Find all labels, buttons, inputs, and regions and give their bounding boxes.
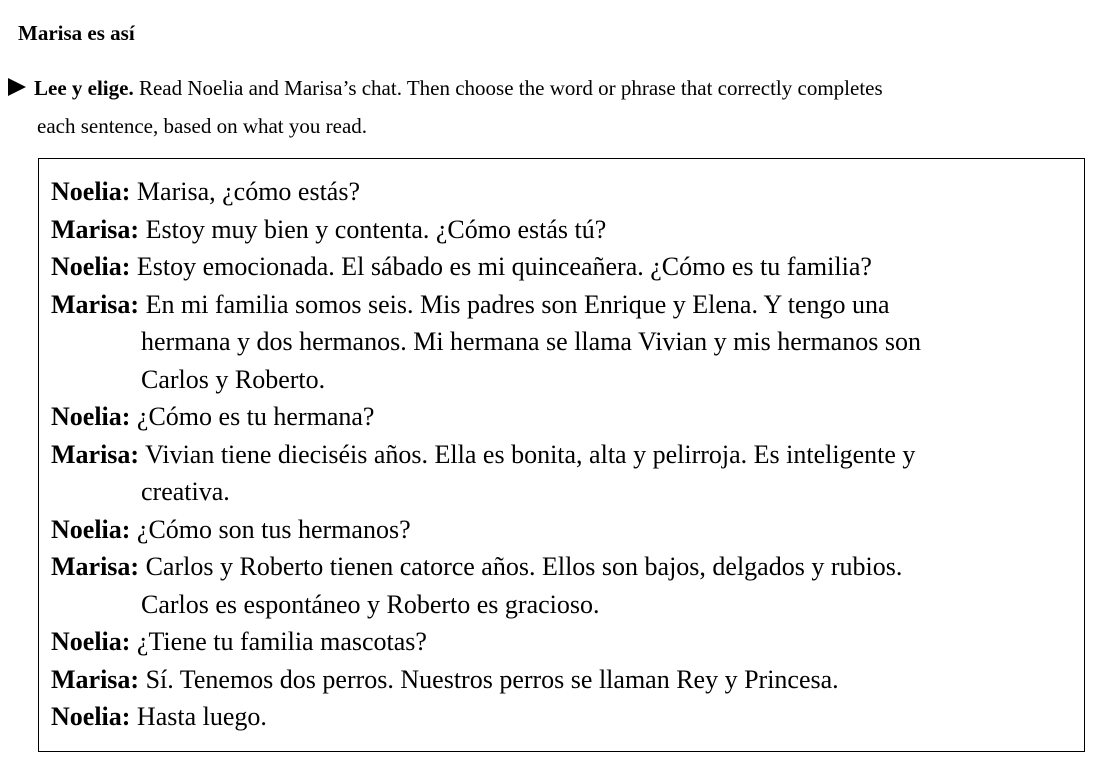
- chat-line: [51, 286, 1076, 324]
- chat-speaker: Marisa:: [51, 552, 140, 581]
- chat-text: Estoy muy bien y contenta. ¿Cómo estás tú?: [139, 214, 607, 244]
- chat-line: [51, 323, 1076, 361]
- chat-text: ¿Cómo son tus hermanos?: [130, 514, 411, 544]
- chat-text: En mi familia somos seis. Mis padres son Enrique y Elena. Y tengo una: [139, 289, 890, 319]
- chat-line: [51, 211, 1076, 249]
- chat-line: [51, 361, 1076, 399]
- chat-line: [51, 548, 1076, 586]
- chat-text: Hasta luego.: [130, 702, 267, 731]
- instructions-text: Read Noelia and Marisa’s chat. Then choose the word or phrase that correctly completes: [133, 76, 883, 100]
- chat-speaker: Marisa:: [51, 214, 140, 244]
- chat-speaker: Noelia:: [51, 702, 131, 731]
- chat-transcript: [51, 173, 1076, 736]
- chat-speaker: Marisa:: [51, 664, 140, 694]
- chat-speaker: Noelia:: [51, 177, 131, 206]
- chat-box: [38, 158, 1085, 752]
- chat-text: Carlos es espontáneo y Roberto es gracioso.: [141, 589, 600, 619]
- chat-text: hermana y dos hermanos. Mi hermana se llama Vivian y mis hermanos son: [141, 327, 921, 356]
- chat-text: Estoy emocionada. El sábado es mi quinceañera. ¿Cómo es tu familia?: [130, 252, 872, 281]
- instructions-label: Lee y elige.: [34, 76, 134, 100]
- instructions-line-1: [6, 69, 1076, 107]
- chat-text: ¿Tiene tu familia mascotas?: [130, 627, 427, 656]
- page-title: Marisa es así: [18, 21, 135, 45]
- chat-line: [51, 661, 1076, 699]
- chat-text: creativa.: [141, 477, 230, 506]
- chat-line: [51, 698, 1076, 736]
- chat-line: [51, 248, 1076, 286]
- chat-line: [51, 623, 1076, 661]
- chat-text: Carlos y Roberto tienen catorce años. Ellos son bajos, delgados y rubios.: [139, 552, 903, 581]
- chat-line: [51, 473, 1076, 511]
- chat-line: [51, 586, 1076, 624]
- chat-text: Sí. Tenemos dos perros. Nuestros perros se llaman Rey y Princesa.: [139, 664, 839, 694]
- chat-text: Marisa, ¿cómo estás?: [130, 177, 361, 206]
- chat-speaker: Marisa:: [51, 289, 140, 319]
- play-arrow-icon: [6, 76, 28, 98]
- chat-speaker: Noelia:: [51, 514, 131, 544]
- chat-line: [51, 398, 1076, 436]
- chat-text: Carlos y Roberto.: [141, 364, 326, 394]
- instructions-line-2: each sentence, based on what you read.: [37, 114, 368, 138]
- chat-line: [51, 173, 1076, 211]
- chat-speaker: Noelia:: [51, 402, 131, 431]
- instructions: [6, 69, 1076, 145]
- chat-text: ¿Cómo es tu hermana?: [130, 402, 375, 431]
- chat-text: Vivian tiene dieciséis años. Ella es bonita, alta y pelirroja. Es inteligente y: [139, 439, 916, 469]
- chat-line: [51, 511, 1076, 549]
- chat-speaker: Noelia:: [51, 627, 131, 656]
- chat-speaker: Noelia:: [51, 252, 131, 281]
- chat-speaker: Marisa:: [51, 439, 140, 469]
- chat-line: [51, 436, 1076, 474]
